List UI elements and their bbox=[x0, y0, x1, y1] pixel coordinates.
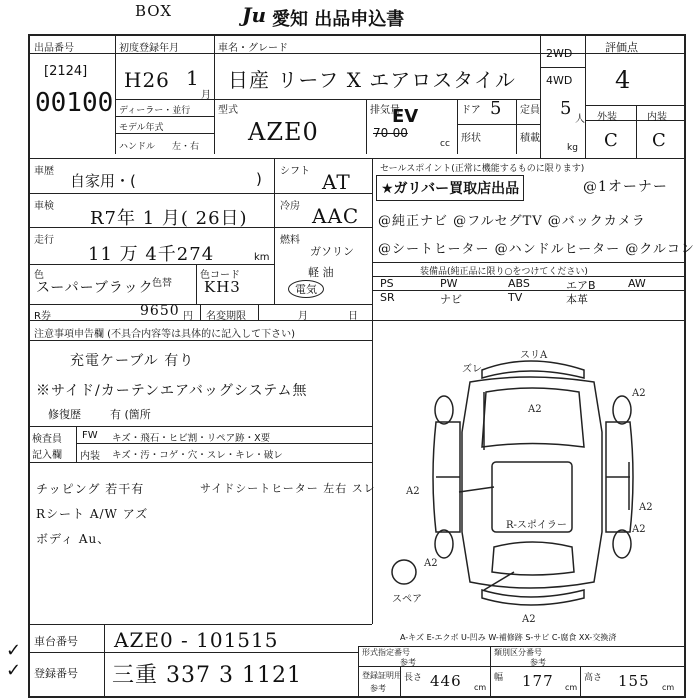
lot-number: 00100 bbox=[35, 88, 114, 118]
color-code: KH3 bbox=[204, 278, 241, 296]
registration-era: H26 bbox=[124, 68, 170, 92]
doors-value: 5 bbox=[490, 98, 503, 119]
history-value: 自家用・( bbox=[70, 172, 136, 190]
auction-logo: Ju bbox=[242, 3, 267, 27]
color-code-label: 色コード bbox=[200, 270, 240, 281]
checker-fw: FW bbox=[82, 430, 98, 441]
checker-row1: キズ・飛石・ヒビ割・リペア跡・X要 bbox=[112, 433, 271, 444]
interior-label: 内装 bbox=[647, 112, 667, 123]
sales-stamp: ★ガリバー買取店出品 bbox=[376, 175, 524, 201]
spec-type-label: 形式指定番号 bbox=[362, 648, 410, 657]
color-change-label: 色替 bbox=[152, 278, 172, 289]
recycle-value: 9650 bbox=[140, 303, 180, 319]
page-title: 愛知 出品申込書 bbox=[272, 9, 405, 30]
sales-owner: @1オーナー bbox=[583, 179, 668, 195]
registration-label: 初度登録年月 bbox=[119, 43, 179, 54]
engine-label: 排気量 bbox=[370, 105, 400, 116]
recycle-label: R券 bbox=[34, 311, 51, 322]
diagram-mark: A2 bbox=[406, 486, 420, 497]
period-day: 日 bbox=[348, 311, 358, 322]
inspection-label: 車検 bbox=[34, 201, 54, 212]
fuel-electric: 電気 bbox=[288, 280, 324, 298]
plate-label: 登録番号 bbox=[34, 667, 78, 680]
mileage-value: 11 万 4千274 bbox=[88, 244, 215, 265]
equipment-item: PS bbox=[380, 277, 394, 290]
checker-entry-label: 記入欄 bbox=[32, 450, 62, 461]
diagram-left-note: ズレ bbox=[462, 364, 482, 375]
equipment-label: 装備品(純正品に限り○をつけてください) bbox=[420, 267, 588, 277]
history-close: ) bbox=[256, 170, 262, 188]
checker-label: 検査員 bbox=[32, 434, 62, 445]
height-label: 高さ bbox=[584, 673, 603, 683]
plate-value: 三重 337 3 1121 bbox=[112, 663, 302, 688]
height-value: 155 bbox=[618, 672, 650, 690]
notes-line1: 充電ケーブル 有り bbox=[70, 353, 195, 369]
spare-label: スペア bbox=[392, 594, 422, 605]
diagram-mark: A2 bbox=[632, 388, 646, 399]
engine-ev: EV bbox=[392, 106, 419, 127]
inspection-value: R7年 1 月( 26日) bbox=[90, 208, 248, 229]
exterior-score: C bbox=[604, 130, 619, 151]
box-note: BOX bbox=[135, 2, 173, 20]
notes-line2: ※サイド/カーテンエアバッグシステム無 bbox=[36, 383, 308, 399]
handle-label: ハンドル bbox=[119, 142, 156, 152]
equipment-item: エアB bbox=[566, 279, 596, 292]
height-unit: cm bbox=[662, 683, 675, 692]
checker-line2: Rシート A/W アズ bbox=[36, 507, 149, 521]
spec-class-label: 類別区分番号 bbox=[494, 648, 542, 657]
width-value: 177 bbox=[522, 672, 554, 690]
diagram-top-note: スリA bbox=[520, 350, 548, 361]
chassis-value: AZE0 - 101515 bbox=[114, 628, 279, 652]
engine-struck: 70-00 bbox=[373, 126, 408, 140]
width-unit: cm bbox=[565, 683, 578, 692]
repair-value: 有 (箇所 bbox=[110, 408, 151, 421]
car-name-label: 車名・グレード bbox=[218, 43, 288, 54]
shift-label: シフト bbox=[280, 166, 310, 177]
interior-score: C bbox=[652, 130, 667, 151]
repair-label: 修復歴 bbox=[48, 408, 81, 421]
check-mark-icon: ✓ bbox=[6, 640, 22, 661]
checker-row2: キズ・汚・コゲ・穴・スレ・キレ・破レ bbox=[112, 450, 283, 461]
notes-label: 注意事項申告欄 (不具合内容等は具体的に記入して下さい) bbox=[34, 329, 295, 340]
equipment-item: SR bbox=[380, 291, 395, 304]
diagram-mark: A2 bbox=[632, 524, 646, 535]
equipment-item: ABS bbox=[508, 277, 530, 290]
spec-ref-2: 参考 bbox=[530, 658, 546, 667]
width-label: 幅 bbox=[494, 673, 504, 683]
check-mark-icon: ✓ bbox=[6, 660, 22, 681]
checker-line1b: サイドシートヒーター 左右 スレ bbox=[200, 482, 376, 495]
model-label: 型式 bbox=[218, 105, 238, 116]
diagram-mark: A2 bbox=[639, 502, 653, 513]
diagram-mark: A2 bbox=[522, 614, 536, 622]
equipment-item: PW bbox=[440, 277, 458, 290]
capacity-value: 5 bbox=[560, 98, 573, 119]
checker-line1: チッピング 若干有 bbox=[36, 482, 145, 496]
load-label: 積載 bbox=[520, 133, 540, 144]
mileage-label: 走行 bbox=[34, 235, 54, 246]
lot-bracket: [2124] bbox=[44, 64, 88, 79]
ac-label: 冷房 bbox=[280, 201, 300, 212]
sales-line2: @純正ナビ @フルセグTV @バックカメラ bbox=[378, 214, 646, 229]
fuel-label: 燃料 bbox=[280, 235, 300, 246]
model-value: AZE0 bbox=[248, 118, 319, 146]
spec-ref-3: 参考 bbox=[370, 684, 386, 693]
handle-options: 左・右 bbox=[172, 142, 200, 152]
registration-month-unit: 月 bbox=[201, 90, 211, 101]
fuel-gasoline: ガソリン bbox=[310, 245, 354, 258]
capacity-unit: 人 bbox=[575, 114, 585, 125]
diagram-mark: A2 bbox=[424, 558, 438, 569]
score-value: 4 bbox=[615, 66, 632, 94]
fuel-diesel: 軽 油 bbox=[308, 266, 334, 279]
shift-value: AT bbox=[322, 170, 351, 194]
car-name-value: 日産 リーフ X エアロスタイル bbox=[228, 68, 516, 92]
doors-label: ドア bbox=[461, 105, 481, 116]
score-label: 評価点 bbox=[605, 41, 638, 54]
capacity-label: 定員 bbox=[520, 105, 540, 116]
dealer-label: ディーラー・並行 bbox=[119, 106, 191, 116]
length-unit: cm bbox=[474, 683, 487, 692]
period-label: 名変期限 bbox=[206, 311, 246, 322]
mileage-unit: km bbox=[254, 252, 270, 263]
period-month: 月 bbox=[298, 311, 308, 322]
engine-cc: cc bbox=[440, 139, 450, 149]
length-value: 446 bbox=[430, 672, 462, 690]
spec-ref-1: 参考 bbox=[400, 658, 416, 667]
registration-month: 1 bbox=[186, 66, 200, 90]
model-year-label: モデル年式 bbox=[119, 123, 164, 133]
equipment-item: TV bbox=[508, 291, 523, 304]
checker-interior: 内装 bbox=[80, 451, 100, 462]
lot-label: 出品番号 bbox=[34, 43, 74, 54]
ac-value: AAC bbox=[312, 204, 360, 228]
equipment-item: AW bbox=[628, 277, 646, 290]
recycle-unit: 円 bbox=[183, 311, 193, 322]
load-unit: kg bbox=[567, 143, 578, 153]
sales-label: セールスポイント(正常に機能するものに限ります) bbox=[380, 164, 585, 174]
equipment-item: ナビ bbox=[440, 293, 462, 306]
chassis-label: 車台番号 bbox=[34, 635, 78, 648]
length-label: 長さ bbox=[404, 673, 423, 683]
equipment-item: 本革 bbox=[566, 293, 588, 306]
color-value: スーパーブラック bbox=[36, 280, 154, 296]
drive-2wd: 2WD bbox=[546, 47, 573, 60]
shape-label: 形状 bbox=[461, 133, 481, 144]
diagram-center-note: R-スポイラー bbox=[506, 520, 567, 531]
diagram-legend: A-キズ E-エクボ U-凹み W-補修跡 S-サビ C-腐食 XX-交換済 bbox=[400, 633, 617, 642]
drive-4wd: 4WD bbox=[546, 74, 573, 87]
history-label: 車歴 bbox=[34, 166, 54, 177]
car-damage-diagram bbox=[374, 322, 684, 622]
color-label: 色 bbox=[34, 270, 44, 281]
diagram-mark: A2 bbox=[528, 404, 542, 415]
sales-line3: @シートヒーター @ハンドルヒーター @クルコン bbox=[378, 242, 695, 257]
spec-cert-label: 登録証明用 bbox=[362, 671, 402, 680]
checker-line3: ボディ Au、 bbox=[36, 532, 111, 546]
exterior-label: 外装 bbox=[597, 112, 617, 123]
